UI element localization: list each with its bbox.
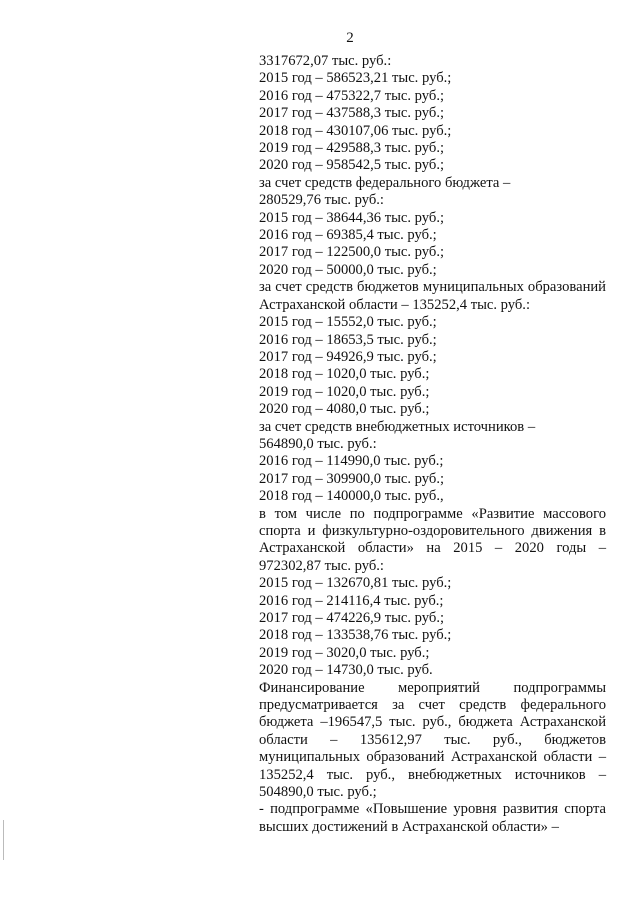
text-line: 2020 год – 958542,5 тыс. руб.; (259, 157, 445, 174)
text-line: 3317672,07 тыс. руб.: (259, 53, 392, 69)
text-line: 2018 год – 140000,0 тыс. руб., (259, 488, 444, 505)
total-funding-list (259, 53, 606, 279)
financing-paragraph: Финансирование мероприятий подпрограммы предусматривается за счет средств федерального бюджета –196547,5 тыс. руб., бюджета Астраханской области – 135612,97 тыс. руб., бюджетов муниципальных образований Астраханской области – 135252,4 тыс. руб., внебюджетных источников – 504890,0 тыс. руб.; (259, 679, 606, 801)
text-line: 2017 год – 94926,9 тыс. руб.; (259, 348, 437, 365)
text-line: 2017 год – 309900,0 тыс. руб.; (259, 470, 445, 487)
subprogram-paragraph: в том числе по подпрограмме «Развитие массового спорта и физкультурно-оздоровительного движения в Астраханской области» на 2015 – 2020 годы – 972302,87 тыс. руб.: (259, 505, 606, 574)
high-achievement-paragraph: - подпрограмме «Повышение уровня развития спорта высших достижений в Астраханской области» – (259, 801, 606, 835)
text-line: 564890,0 тыс. руб.: (259, 435, 377, 452)
text-line: за счет средств федерального бюджета – (259, 174, 511, 191)
text-line: за счет средств внебюджетных источников – (259, 418, 536, 435)
text-line: 2019 год – 429588,3 тыс. руб.; (259, 140, 445, 157)
municipal-budget-paragraph: за счет средств бюджетов муниципальных образований Астраханской области – 135252,4 тыс. руб.: (259, 279, 606, 313)
text-line: 2019 год – 1020,0 тыс. руб.; (259, 383, 430, 400)
text-line: 2015 год – 132670,81 тыс. руб.; (259, 575, 452, 592)
text-line: 2020 год – 50000,0 тыс. руб.; (259, 261, 437, 278)
text-line: 2019 год – 3020,0 тыс. руб.; (259, 644, 430, 661)
text-line: 2017 год – 122500,0 тыс. руб.; (259, 244, 445, 261)
text-line: 2020 год – 14730,0 тыс. руб. (259, 662, 433, 679)
text-line: 2016 год – 214116,4 тыс. руб.; (259, 592, 444, 609)
text-line: 2018 год – 430107,06 тыс. руб.; (259, 122, 452, 139)
page-number: 2 (346, 30, 354, 46)
document-body (259, 53, 606, 836)
text-line: 2018 год – 133538,76 тыс. руб.; (259, 627, 452, 644)
text-line: 2016 год – 18653,5 тыс. руб.; (259, 331, 437, 348)
subprogram-funding-list (259, 575, 606, 679)
text-line: 2016 год – 475322,7 тыс. руб.; (259, 87, 445, 104)
text-line: 280529,76 тыс. руб.: (259, 192, 384, 209)
text-line: 2015 год – 38644,36 тыс. руб.; (259, 209, 445, 226)
text-line: 2020 год – 4080,0 тыс. руб.; (259, 401, 430, 418)
text-line: 2015 год – 586523,21 тыс. руб.; (259, 70, 452, 87)
municipal-funding-list (259, 314, 606, 505)
text-line: 2017 год – 474226,9 тыс. руб.; (259, 610, 445, 626)
margin-scan-mark (3, 820, 4, 860)
text-line: 2018 год – 1020,0 тыс. руб.; (259, 366, 430, 383)
text-line: 2017 год – 437588,3 тыс. руб.; (259, 105, 445, 122)
text-line: 2016 год – 114990,0 тыс. руб.; (259, 453, 444, 470)
text-line: 2015 год – 15552,0 тыс. руб.; (259, 314, 437, 331)
text-line: 2016 год – 69385,4 тыс. руб.; (259, 227, 437, 244)
